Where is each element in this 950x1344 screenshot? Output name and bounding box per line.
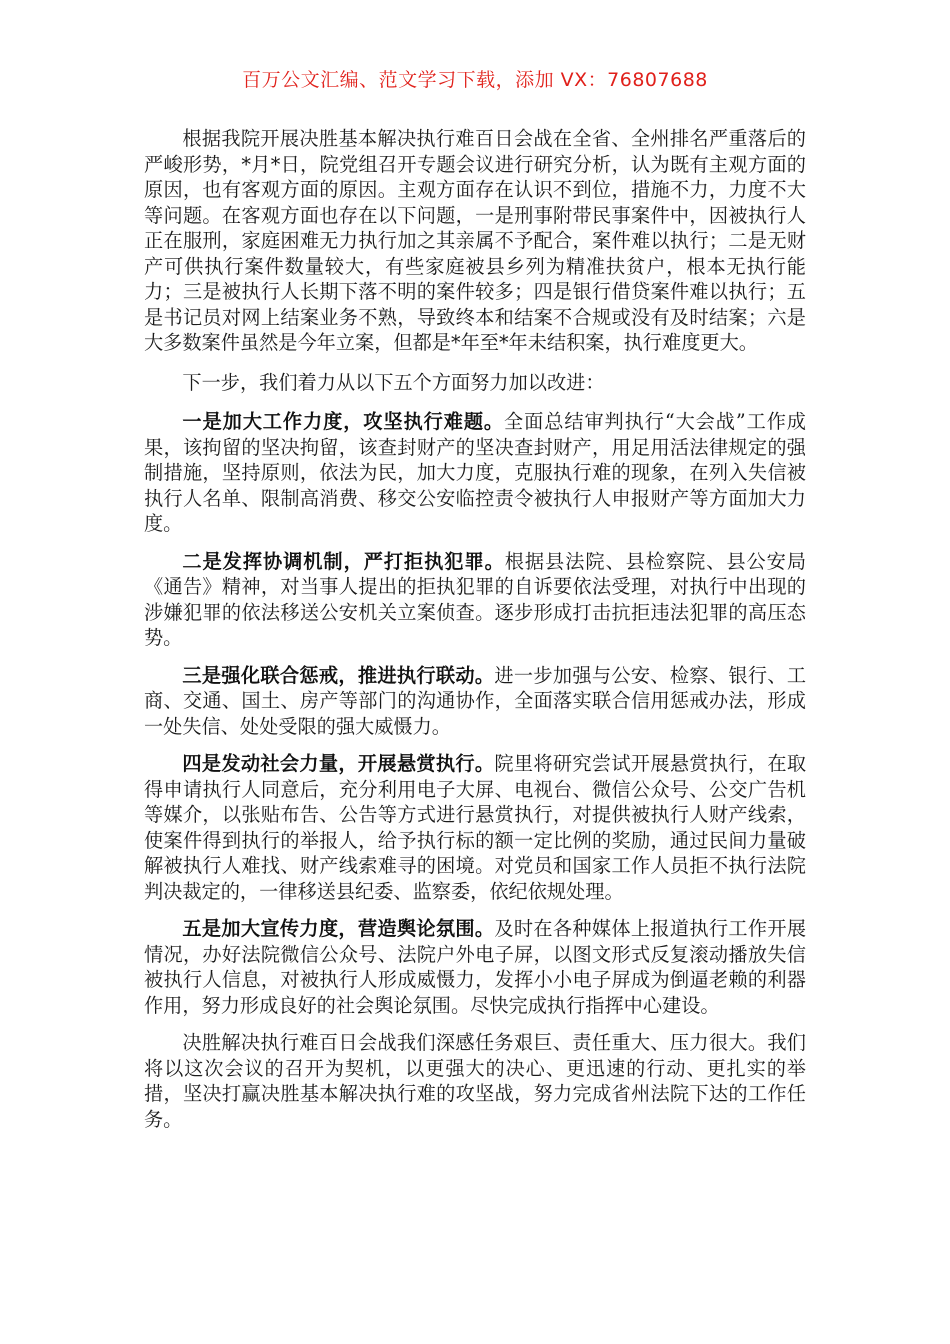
paragraph-text: 进一步加强与公安、检察、银行、工商、交通、国土、房产等部门的沟通协作，全面落实联合信用惩戒办法，形成一处失信、处处受限的强大威慑力。 xyxy=(144,663,807,738)
paragraph-text: 及时在各种媒体上报道执行工作开展情况，办好法院微信公众号、法院户外电子屏，以图文形式反复滚动播放失信被执行人信息，对被执行人形成威慑力，发挥小小电子屏成为倒逼老赖的利器作用，努力形成良好的社会舆论氛围。尽快完成执行指挥中心建设。 xyxy=(144,917,807,1017)
paragraph-measure-1 xyxy=(144,409,806,537)
paragraph-measure-4 xyxy=(144,751,806,904)
watermark-header: 百万公文汇编、范文学习下载，添加 VX：76807688 xyxy=(242,69,708,91)
paragraph-measure-3 xyxy=(144,663,806,740)
paragraph-conclusion xyxy=(144,1030,806,1132)
paragraph-text: 根据县法院、县检察院、县公安局《通告》精神，对当事人提出的拒执犯罪的自诉要依法受理，对执行中出现的涉嫌犯罪的依法移送公安机关立案侦查。逐步形成打击抗拒违法犯罪的高压态势。 xyxy=(144,549,807,649)
paragraph-lead: 二是发挥协调机制，严打拒执犯罪。 xyxy=(182,549,505,573)
paragraph-measure-2 xyxy=(144,549,806,651)
paragraph-lead: 四是发动社会力量，开展悬赏执行。 xyxy=(182,752,495,775)
paragraph-text: 根据我院开展决胜基本解决执行难百日会战在全省、全州排名严重落后的严峻形势，*月*日，院党组召开专题会议进行研究分析，认为既有主观方面的原因，也有客观方面的原因。主观方面存在认识不到位，措施不力，力度不大等问题。在客观方面也存在以下问题，一是刑事附带民事案件中，因被执行人正在服刑，家庭困难无力执行加之其亲属不予配合，案件难以执行；二是无财产可供执行案件数量较大，有些家庭被县乡列为精准扶贫户，根本无执行能力；三是被执行人长期下落不明的案件较多；四是银行借贷案件难以执行；五是书记员对网上结案业务不熟，导致终本和结案不合规或没有及时结案；六是大多数案件虽然是今年立案，但都是*年至*年未结积案，执行难度更大。 xyxy=(144,127,806,354)
paragraph-text: 院里将研究尝试开展悬赏执行，在取得申请执行人同意后，充分利用电子大屏、电视台、微信公众号、公交广告机等媒介，以张贴布告、公告等方式进行悬赏执行，对提供被执行人财产线索，使案件得到执行的举报人，给予执行标的额一定比例的奖励，通过民间力量破解被执行人难找、财产线索难寻的困境。对党员和国家工作人员拒不执行法院判决裁定的，一律移送县纪委、监察委，依纪依规处理。 xyxy=(144,752,807,903)
paragraph-measure-5 xyxy=(144,916,806,1018)
paragraph-intro xyxy=(144,126,806,356)
paragraph-text: 全面总结审判执行“大会战”工作成果，该拘留的坚决拘留，该查封财产的坚决查封财产，用足用活法律规定的强制措施，坚持原则，依法为民，加大力度，克服执行难的现象，在列入失信被执行人名单、限制高消费、移交公安临控责令被执行人申报财产等方面加大力度。 xyxy=(144,410,806,535)
paragraph-lead: 五是加大宣传力度，营造舆论氛围。 xyxy=(182,917,495,940)
paragraph-text: 决胜解决执行难百日会战我们深感任务艰巨、责任重大、压力很大。我们将以这次会议的召开为契机，以更强大的决心、更迅速的行动、更扎实的举措，坚决打赢决胜基本解决执行难的攻坚战，努力完成省州法院下达的工作任务。 xyxy=(144,1031,806,1131)
paragraph-text: 下一步，我们着力从以下五个方面努力加以改进： xyxy=(182,370,605,394)
paragraph-lead: 三是强化联合惩戒，推进执行联动。 xyxy=(182,663,495,687)
paragraph-lead: 一是加大工作力度，攻坚执行难题。 xyxy=(182,410,505,433)
paragraph-next-steps xyxy=(144,370,806,396)
document-body xyxy=(144,126,806,1144)
